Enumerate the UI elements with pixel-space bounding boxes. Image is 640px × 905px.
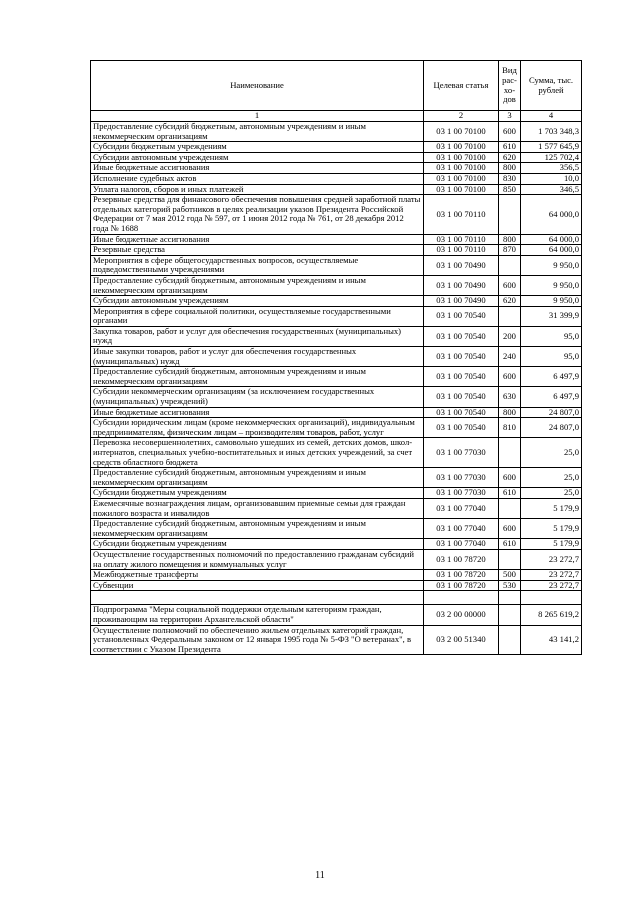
row-sum: 125 702,4 bbox=[521, 152, 582, 163]
row-expense-type: 850 bbox=[499, 184, 521, 195]
column-number: 4 bbox=[521, 111, 582, 122]
row-name: Иные бюджетные ассигнования bbox=[91, 407, 424, 418]
table-row bbox=[91, 387, 582, 407]
row-name: Подпрограмма "Меры социальной поддержки отдельным категориям граждан, проживающим на территории Архангельской области" bbox=[91, 605, 424, 625]
row-expense-type bbox=[499, 438, 521, 468]
row-sum: 6 497,9 bbox=[521, 367, 582, 387]
table-row bbox=[91, 296, 582, 307]
row-target-article: 03 1 00 70110 bbox=[424, 234, 499, 245]
row-sum: 24 807,0 bbox=[521, 407, 582, 418]
row-target-article: 03 1 00 77030 bbox=[424, 468, 499, 488]
row-target-article: 03 1 00 70110 bbox=[424, 195, 499, 234]
row-name: Резервные средства для финансового обеспечения повышения средней заработной платы отдельных категорий работников в целях реализации указов Президента Российской Федерации от 7 мая 2012 года № 597, от 1 июня 2012 года № 761, от 28 декабря 2012 года № 1688 bbox=[91, 195, 424, 234]
row-target-article: 03 1 00 70100 bbox=[424, 163, 499, 174]
row-expense-type bbox=[499, 549, 521, 569]
column-number: 1 bbox=[91, 111, 424, 122]
row-name: Осуществление полномочий по обеспечению жильем отдельных категорий граждан, установленных Федеральным законом от 12 января 1995 года № 5-ФЗ "О ветеранах", в соответствии с Указом Президента bbox=[91, 625, 424, 655]
row-name: Перевозка несовершеннолетних, самовольно ушедших из семей, детских домов, школ-интернатов, специальных учебно-воспитательных и иных детских учреждений, за счет средств областного бюджета bbox=[91, 438, 424, 468]
row-sum: 23 272,7 bbox=[521, 549, 582, 569]
row-sum: 9 950,0 bbox=[521, 275, 582, 295]
table-row bbox=[91, 163, 582, 174]
row-expense-type: 600 bbox=[499, 122, 521, 142]
row-target-article: 03 1 00 70540 bbox=[424, 387, 499, 407]
page-number: 11 bbox=[315, 870, 325, 881]
row-expense-type: 800 bbox=[499, 407, 521, 418]
row-sum: 25,0 bbox=[521, 468, 582, 488]
row-target-article: 03 1 00 70110 bbox=[424, 245, 499, 256]
row-target-article: 03 1 00 70540 bbox=[424, 306, 499, 326]
row-name: Субвенции bbox=[91, 580, 424, 591]
row-target-article: 03 1 00 70540 bbox=[424, 326, 499, 346]
row-target-article: 03 2 00 00000 bbox=[424, 605, 499, 625]
table-row bbox=[91, 142, 582, 153]
row-expense-type bbox=[499, 625, 521, 655]
table-row bbox=[91, 549, 582, 569]
row-expense-type bbox=[499, 195, 521, 234]
row-name: Уплата налогов, сборов и иных платежей bbox=[91, 184, 424, 195]
row-name: Межбюджетные трансферты bbox=[91, 570, 424, 581]
table-row bbox=[91, 539, 582, 550]
row-expense-type: 200 bbox=[499, 326, 521, 346]
row-expense-type: 600 bbox=[499, 519, 521, 539]
row-sum: 1 577 645,9 bbox=[521, 142, 582, 153]
row-name: Иные закупки товаров, работ и услуг для обеспечения государственных (муниципальных) нужд bbox=[91, 347, 424, 367]
row-target-article: 03 1 00 70540 bbox=[424, 418, 499, 438]
row-target-article: 03 1 00 70490 bbox=[424, 255, 499, 275]
row-name: Предоставление субсидий бюджетным, автономным учреждениям и иным некоммерческим организациям bbox=[91, 275, 424, 295]
table-row bbox=[91, 234, 582, 245]
table-row bbox=[91, 326, 582, 346]
column-number: 2 bbox=[424, 111, 499, 122]
row-target-article: 03 1 00 78720 bbox=[424, 580, 499, 591]
table-row bbox=[91, 407, 582, 418]
table-row bbox=[91, 367, 582, 387]
header-sum: Сумма, тыс. рублей bbox=[521, 61, 582, 111]
row-sum: 64 000,0 bbox=[521, 234, 582, 245]
row-expense-type: 610 bbox=[499, 539, 521, 550]
row-sum: 95,0 bbox=[521, 326, 582, 346]
table-row bbox=[91, 580, 582, 591]
row-sum: 1 703 348,3 bbox=[521, 122, 582, 142]
row-name: Предоставление субсидий бюджетным, автономным учреждениям и иным некоммерческим организациям bbox=[91, 122, 424, 142]
row-expense-type bbox=[499, 255, 521, 275]
row-sum: 25,0 bbox=[521, 488, 582, 499]
row-name: Осуществление государственных полномочий по предоставлению гражданам субсидий на оплату жилого помещения и коммунальных услуг bbox=[91, 549, 424, 569]
row-expense-type: 530 bbox=[499, 580, 521, 591]
row-name: Субсидии автономным учреждениям bbox=[91, 296, 424, 307]
row-name: Закупка товаров, работ и услуг для обеспечения государственных (муниципальных) нужд bbox=[91, 326, 424, 346]
row-target-article: 03 1 00 77040 bbox=[424, 498, 499, 518]
table-row bbox=[91, 306, 582, 326]
row-target-article: 03 1 00 70490 bbox=[424, 296, 499, 307]
row-name: Иные бюджетные ассигнования bbox=[91, 163, 424, 174]
row-expense-type: 800 bbox=[499, 234, 521, 245]
table-row bbox=[91, 438, 582, 468]
budget-table bbox=[90, 60, 582, 655]
row-name: Ежемесячные вознаграждения лицам, организовавшим приемные семьи для граждан пожилого возраста и инвалидов bbox=[91, 498, 424, 518]
row-target-article: 03 1 00 70100 bbox=[424, 184, 499, 195]
row-target-article: 03 1 00 70100 bbox=[424, 173, 499, 184]
row-name: Предоставление субсидий бюджетным, автономным учреждениям и иным некоммерческим организациям bbox=[91, 367, 424, 387]
row-name: Мероприятия в сфере социальной политики, осуществляемые государственными органами bbox=[91, 306, 424, 326]
row-expense-type bbox=[499, 498, 521, 518]
row-target-article: 03 1 00 78720 bbox=[424, 570, 499, 581]
table-row bbox=[91, 570, 582, 581]
row-expense-type: 240 bbox=[499, 347, 521, 367]
row-sum: 9 950,0 bbox=[521, 296, 582, 307]
table-row bbox=[91, 418, 582, 438]
row-expense-type: 600 bbox=[499, 367, 521, 387]
row-name: Субсидии бюджетным учреждениям bbox=[91, 539, 424, 550]
row-target-article: 03 1 00 70100 bbox=[424, 152, 499, 163]
row-target-article: 03 1 00 77040 bbox=[424, 539, 499, 550]
row-target-article: 03 1 00 70100 bbox=[424, 122, 499, 142]
table-row bbox=[91, 275, 582, 295]
row-expense-type: 620 bbox=[499, 296, 521, 307]
row-expense-type: 620 bbox=[499, 152, 521, 163]
row-expense-type bbox=[499, 605, 521, 625]
row-sum: 24 807,0 bbox=[521, 418, 582, 438]
header-name: Наименование bbox=[91, 61, 424, 111]
row-sum: 95,0 bbox=[521, 347, 582, 367]
row-target-article: 03 1 00 70490 bbox=[424, 275, 499, 295]
row-sum: 5 179,9 bbox=[521, 519, 582, 539]
row-target-article: 03 1 00 77040 bbox=[424, 519, 499, 539]
row-expense-type: 830 bbox=[499, 173, 521, 184]
row-target-article: 03 1 00 77030 bbox=[424, 438, 499, 468]
row-sum: 64 000,0 bbox=[521, 195, 582, 234]
row-sum: 43 141,2 bbox=[521, 625, 582, 655]
row-name: Субсидии юридическим лицам (кроме некоммерческих организаций), индивидуальным предпринимателям, физическим лицам – производителям товаров, работ, услуг bbox=[91, 418, 424, 438]
row-name: Иные бюджетные ассигнования bbox=[91, 234, 424, 245]
row-sum: 23 272,7 bbox=[521, 580, 582, 591]
row-sum: 6 497,9 bbox=[521, 387, 582, 407]
row-name: Предоставление субсидий бюджетным, автономным учреждениям и иным некоммерческим организациям bbox=[91, 468, 424, 488]
row-target-article: 03 2 00 51340 bbox=[424, 625, 499, 655]
row-expense-type: 610 bbox=[499, 142, 521, 153]
table-row bbox=[91, 347, 582, 367]
table-row bbox=[91, 122, 582, 142]
row-expense-type: 600 bbox=[499, 275, 521, 295]
table-row bbox=[91, 195, 582, 234]
row-name: Субсидии бюджетным учреждениям bbox=[91, 142, 424, 153]
row-name: Субсидии некоммерческим организациям (за исключением государственных (муниципальных) учреждений) bbox=[91, 387, 424, 407]
table-row bbox=[91, 498, 582, 518]
row-target-article: 03 1 00 70540 bbox=[424, 407, 499, 418]
column-number: 3 bbox=[499, 111, 521, 122]
row-name: Субсидии автономным учреждениям bbox=[91, 152, 424, 163]
row-target-article: 03 1 00 70100 bbox=[424, 142, 499, 153]
row-name: Мероприятия в сфере общегосударственных вопросов, осуществляемые подведомственными учреждениями bbox=[91, 255, 424, 275]
table-row bbox=[91, 488, 582, 499]
row-expense-type: 600 bbox=[499, 468, 521, 488]
row-expense-type: 610 bbox=[499, 488, 521, 499]
table-row bbox=[91, 245, 582, 256]
table-row bbox=[91, 173, 582, 184]
row-expense-type: 500 bbox=[499, 570, 521, 581]
row-sum: 9 950,0 bbox=[521, 255, 582, 275]
header-target-article: Целевая статья bbox=[424, 61, 499, 111]
table-row bbox=[91, 625, 582, 655]
row-target-article: 03 1 00 70540 bbox=[424, 347, 499, 367]
row-sum: 31 399,9 bbox=[521, 306, 582, 326]
row-sum: 10,0 bbox=[521, 173, 582, 184]
row-target-article: 03 1 00 78720 bbox=[424, 549, 499, 569]
row-expense-type: 800 bbox=[499, 163, 521, 174]
row-sum: 8 265 619,2 bbox=[521, 605, 582, 625]
table-row bbox=[91, 519, 582, 539]
header-expense-type: Вид рас-хо-дов bbox=[499, 61, 521, 111]
row-name: Предоставление субсидий бюджетным, автономным учреждениям и иным некоммерческим организациям bbox=[91, 519, 424, 539]
row-expense-type bbox=[499, 306, 521, 326]
row-sum: 23 272,7 bbox=[521, 570, 582, 581]
row-sum: 346,5 bbox=[521, 184, 582, 195]
row-target-article: 03 1 00 77030 bbox=[424, 488, 499, 499]
table-row bbox=[91, 468, 582, 488]
row-expense-type: 870 bbox=[499, 245, 521, 256]
spacer-row bbox=[91, 591, 582, 605]
row-sum: 5 179,9 bbox=[521, 539, 582, 550]
table-row bbox=[91, 184, 582, 195]
row-sum: 5 179,9 bbox=[521, 498, 582, 518]
row-name: Субсидии бюджетным учреждениям bbox=[91, 488, 424, 499]
row-name: Резервные средства bbox=[91, 245, 424, 256]
row-expense-type: 810 bbox=[499, 418, 521, 438]
table-row bbox=[91, 152, 582, 163]
subprogram-row bbox=[91, 605, 582, 625]
row-sum: 64 000,0 bbox=[521, 245, 582, 256]
row-sum: 356,5 bbox=[521, 163, 582, 174]
row-sum: 25,0 bbox=[521, 438, 582, 468]
row-target-article: 03 1 00 70540 bbox=[424, 367, 499, 387]
row-expense-type: 630 bbox=[499, 387, 521, 407]
row-name: Исполнение судебных актов bbox=[91, 173, 424, 184]
table-row bbox=[91, 255, 582, 275]
